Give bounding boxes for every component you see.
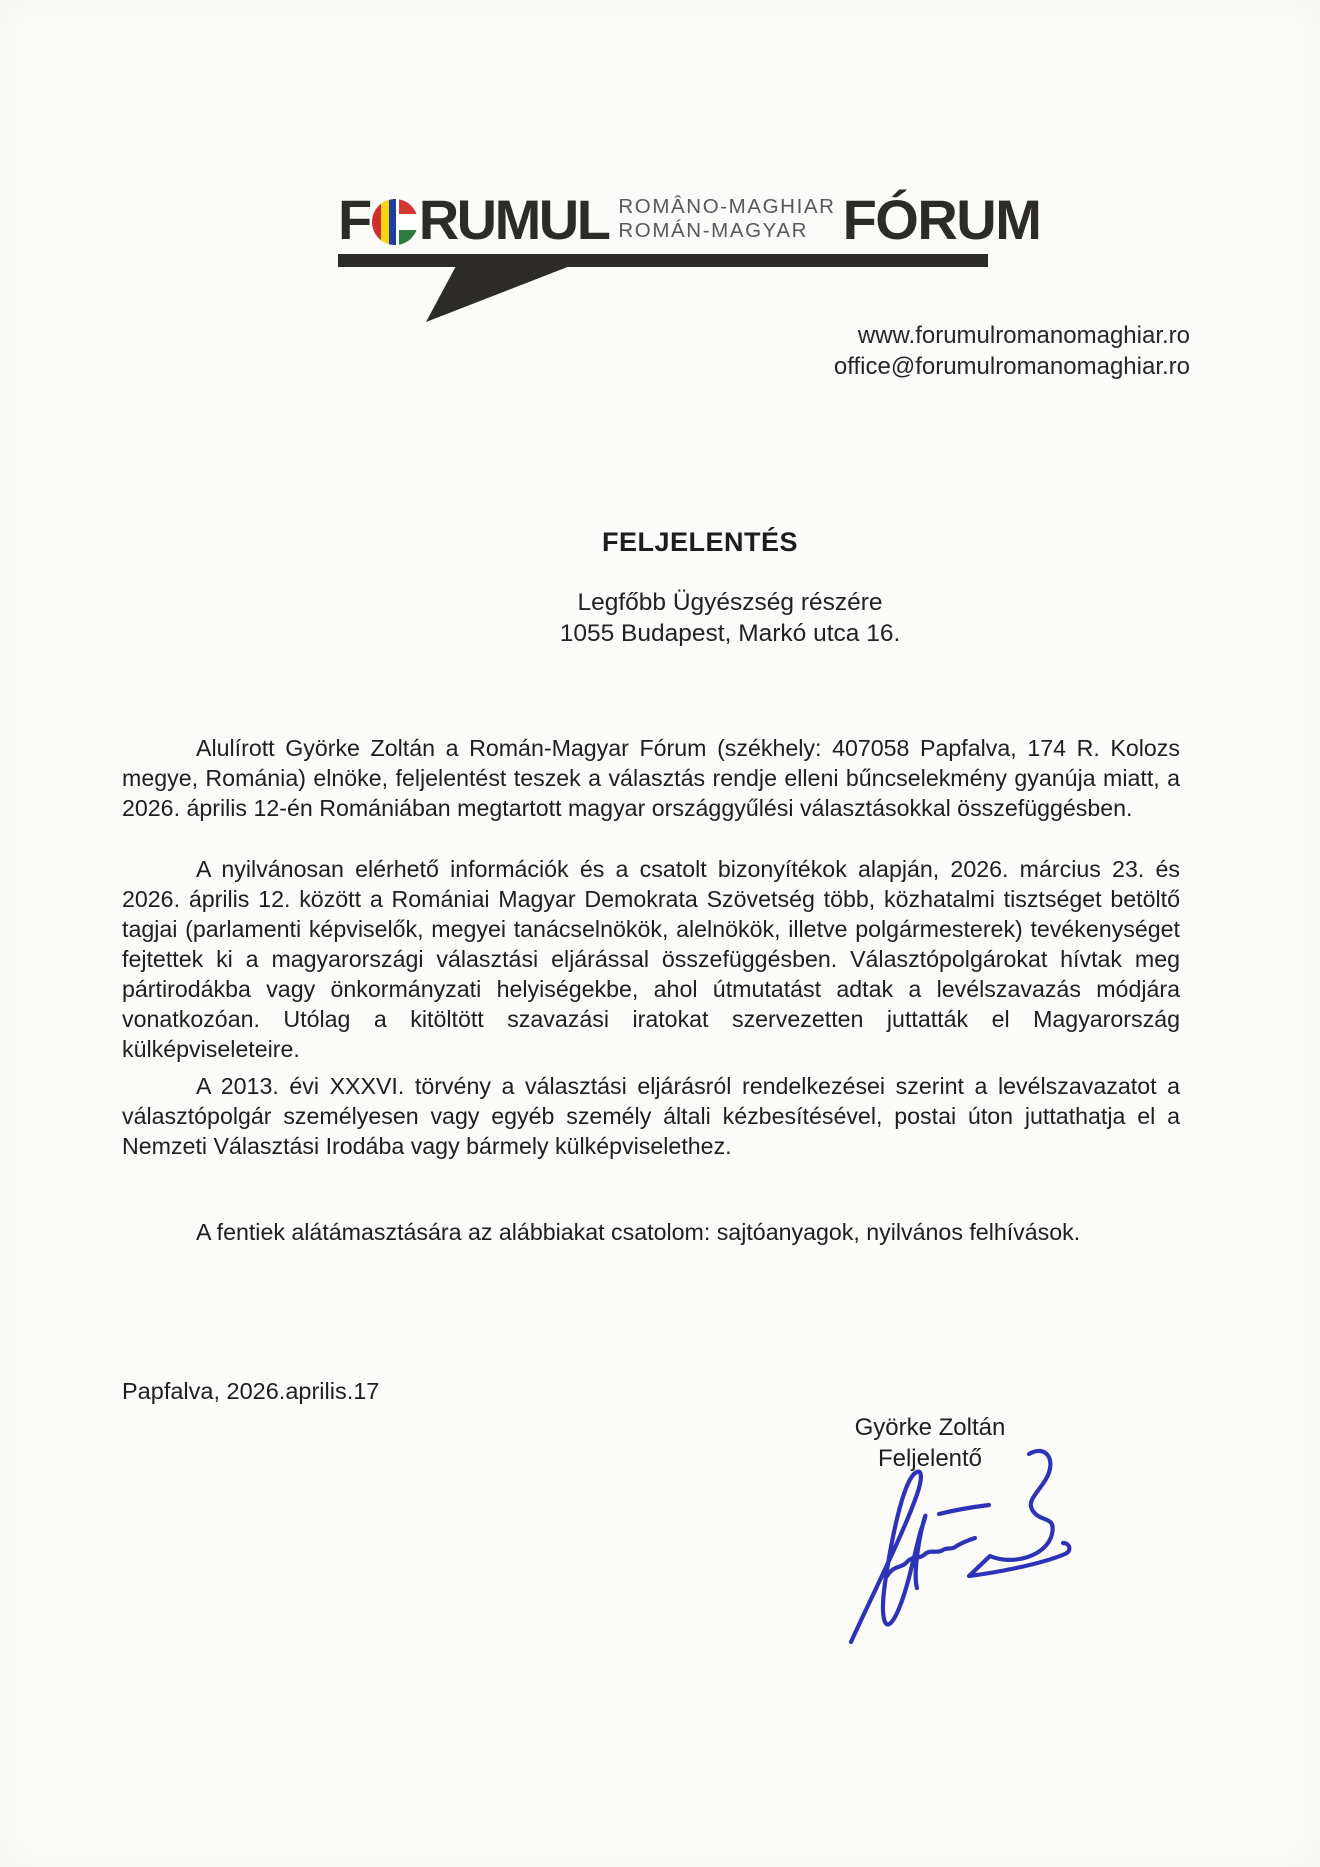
email-address: office@forumulromanomaghiar.ro bbox=[833, 353, 1190, 380]
logo-underline-swoosh bbox=[338, 254, 988, 324]
signer-name: Györke Zoltán bbox=[854, 1414, 1006, 1441]
logo-row bbox=[338, 188, 1041, 251]
logo-wordmark-forum: FÓRUM bbox=[842, 188, 1041, 251]
paragraph-introduction: Alulírott Györke Zoltán a Román-Magyar Fórum (székhely: 407058 Papfalva, 174 R. Kolozs megye, Románia) elnöke, feljelentést teszek a választás rendje elleni bűncselekmény gyanúja miatt, a 2026. április 12-én Romániában megtartott magyar országgyűlési választásokkal összefüggésben. bbox=[122, 735, 1180, 821]
contact-block bbox=[834, 320, 1190, 382]
logo-subtitle-hungarian: ROMÁN-MAGYAR bbox=[618, 218, 809, 242]
document-title: FELJELENTÉS bbox=[601, 527, 799, 557]
forum-logo bbox=[338, 188, 1041, 251]
paragraph-legal-basis: A 2013. évi XXXVI. törvény a választási eljárásról rendelkezései szerint a levélszavazatot a választópolgár személyesen vagy egyéb személy általi kézbesítésével, postai úton juttathatja el a Nemzeti Választási Irodába vagy bármely külképviselethez. bbox=[122, 1073, 1180, 1159]
paragraph-attachments: A fentiek alátámasztására az alábbiakat csatolom: sajtóanyagok, nyilvános felhívások. bbox=[196, 1219, 1081, 1245]
logo-subtitle bbox=[618, 195, 835, 242]
signer-role: Feljelentő bbox=[877, 1445, 983, 1472]
letter-body bbox=[122, 733, 1180, 1247]
handwritten-signature bbox=[843, 1446, 1077, 1648]
addressee-name: Legfőbb Ügyészség részére bbox=[577, 589, 883, 616]
website-url: www.forumulromanomaghiar.ro bbox=[857, 322, 1190, 349]
logo-letter-f: F bbox=[338, 188, 370, 251]
logo-wordmark-forumul bbox=[338, 188, 609, 251]
addressee-address: 1055 Budapest, Markó utca 16. bbox=[559, 620, 901, 647]
addressee-block bbox=[370, 587, 1090, 649]
romanian-hungarian-flag-circle-icon bbox=[372, 199, 418, 245]
logo-subtitle-romanian: ROMÂNO-MAGHIAR bbox=[618, 195, 836, 218]
date-line: Papfalva, 2026.aprilis.17 bbox=[122, 1378, 380, 1404]
logo-letters-rumul: RUMUL bbox=[418, 188, 609, 251]
paragraph-allegation: A nyilvánosan elérhető információk és a csatolt bizonyítékok alapján, 2026. március 23. és 2026. április 12. között a Romániai Magyar Demokrata Szövetség több, közhatalmi tisztséget betöltő tagjai (parlamenti képviselők, megyei tanácselnökök, alelnökök, illetve polgármesterek) tevékenységet fejtettek ki a magyarországi választási eljárással összefüggésben. Választópolgárokat hívtak meg pártirodákba vagy önkormányzati helyiségekbe, ahol útmutatást adtak a levélszavazás módjára vonatkozóan. Utólag a kitöltött szavazási iratokat szervezetten juttatták el Magyarország külképviseleteire. bbox=[122, 856, 1180, 1062]
